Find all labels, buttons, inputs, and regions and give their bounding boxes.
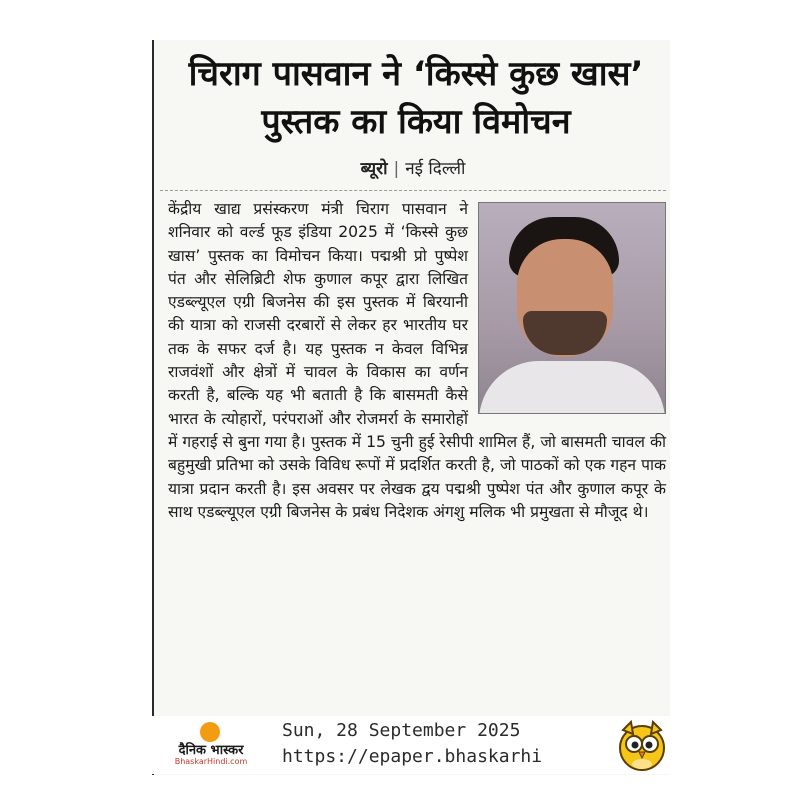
article-body: [168, 198, 666, 524]
epaper-footer: [152, 716, 672, 774]
article-byline: [154, 156, 672, 179]
byline-bureau: ब्यूरो: [360, 159, 388, 179]
logo-brand-text: दैनिक भास्कर: [178, 743, 244, 758]
byline-separator: |: [393, 159, 400, 179]
publish-date: Sun, 28 September 2025: [282, 720, 521, 741]
photo-beard: [523, 311, 607, 355]
byline-city: नई दिल्ली: [405, 159, 466, 179]
epaper-url[interactable]: https://epaper.bhaskarhi: [282, 746, 543, 767]
article-photo: [478, 202, 666, 414]
dainik-bhaskar-logo: [156, 722, 276, 770]
byline-divider: [160, 190, 666, 191]
newspaper-clipping: [152, 40, 670, 775]
logo-sun-icon: [200, 722, 220, 742]
article-body-text: केंद्रीय खाद्य प्रसंस्करण मंत्री चिराग पासवान ने शनिवार को वर्ल्ड फूड इंडिया 2025 में ‘किस्से कुछ खास’ पुस्तक का विमोचन किया। पद्मश्री प्रो पुष्पेश पंत और सेलिब्रिटी शेफ कुणाल कपूर द्वारा लिखित एडब्ल्यूएल एग्री बिजनेस की इस पुस्तक में बिरयानी की यात्रा को राजसी दरबारों से लेकर हर भारतीय घर तक के सफर दर्ज है। यह पुस्तक न केवल विभिन्न राजवंशों और क्षेत्रों में चावल के विकास का वर्णन करती है, बल्कि यह भी बताती है कि बासमती कैसे भारत के त्योहारों, परंपराओं और रोजमर्रा के समारोहों में गहराई से बुना गया है। पुस्तक में 15 चुनी हुई रेसीपी शामिल हैं, जो बासमती चावल की बहुमुखी प्रतिभा को उसके विविध रूपों में प्रदर्शित करती है, जो पाठकों को एक गहन पाक यात्रा प्रदान करती है। इस अवसर पर लेखक द्वय पद्मश्री पुष्पेश पंत और कुणाल कपूर के साथ एडब्ल्यूएल एग्री बिजनेस के प्रबंध निदेशक अंगशु मलिक भी प्रमुखता से मौजूद थे।: [168, 200, 666, 521]
logo-site-text: BhaskarHindi.com: [174, 757, 248, 766]
photo-shirt: [479, 361, 665, 414]
owl-mascot-icon: [617, 718, 667, 772]
article-headline: चिराग पासवान ने ‘किस्से कुछ खास’ पुस्तक का किया विमोचन: [188, 54, 644, 142]
